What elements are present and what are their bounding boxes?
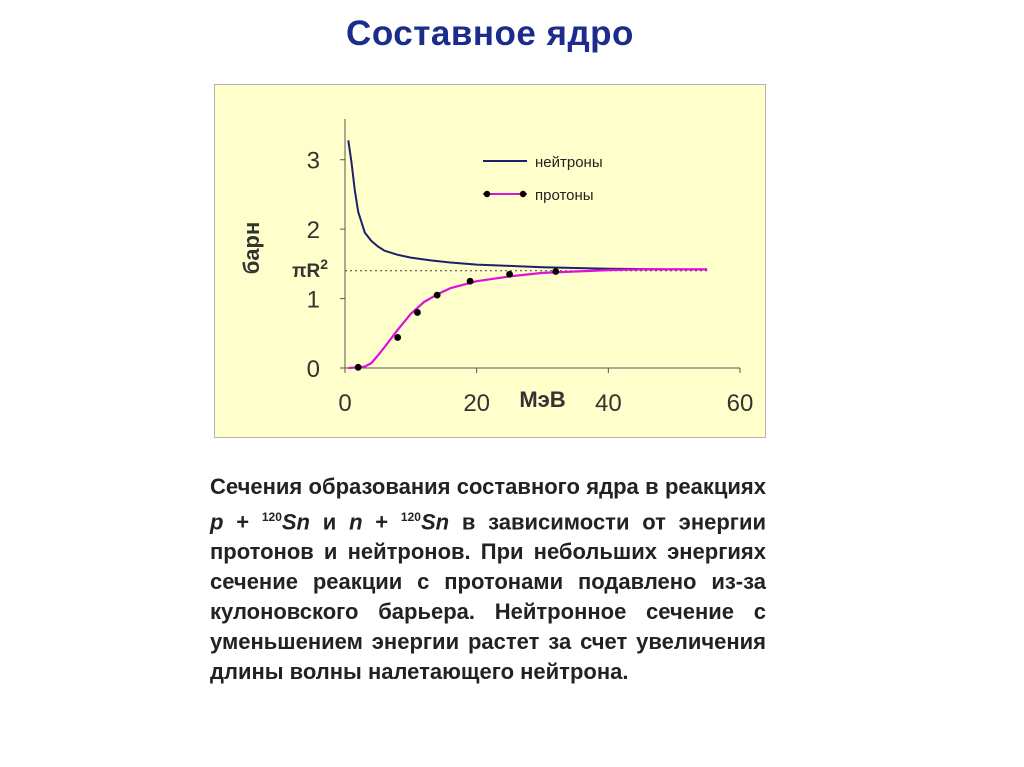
caption-plus: + bbox=[362, 509, 401, 535]
chart bbox=[215, 85, 765, 437]
legend-marker bbox=[484, 191, 490, 197]
legend-label: протоны bbox=[535, 187, 594, 204]
x-tick-label: 0 bbox=[338, 390, 352, 417]
y-tick-label: 2 bbox=[306, 217, 320, 245]
y-tick-label: 3 bbox=[306, 147, 320, 175]
series-line-protons bbox=[348, 269, 707, 368]
x-tick-label: 40 bbox=[594, 390, 622, 417]
legend-marker bbox=[520, 191, 526, 197]
reference-line-label-main: πR bbox=[292, 260, 321, 282]
x-tick-label: 20 bbox=[463, 390, 491, 417]
x-axis-label: МэВ bbox=[519, 387, 566, 412]
proton-data-point bbox=[414, 309, 421, 316]
caption-mass-number: 120 bbox=[261, 510, 282, 524]
y-axis-label: барн bbox=[239, 221, 264, 275]
y-tick-label: 0 bbox=[306, 356, 320, 383]
chart-panel bbox=[214, 84, 766, 438]
legend-label: нейтроны bbox=[535, 154, 603, 171]
caption-text-part1: Сечения образования составного ядра в реакциях bbox=[210, 474, 766, 499]
caption-conjunction: и bbox=[310, 509, 350, 535]
caption-text-part2: в зависимости от энергии протонов и нейтронов. При небольших энергиях сечение реакции с протонами подавлено из-за кулоновского барьера. Нейтронное сечение с уменьшением энергии растет за счет увеличения длины волны налетающего нейтрона. bbox=[210, 509, 766, 685]
proton-data-point bbox=[506, 271, 513, 278]
proton-data-point bbox=[434, 292, 441, 299]
proton-data-point bbox=[467, 278, 474, 285]
x-tick-label: 60 bbox=[726, 390, 754, 417]
caption-mass-number: 120 bbox=[400, 510, 421, 524]
caption bbox=[210, 472, 766, 687]
proton-data-point bbox=[355, 364, 362, 371]
reference-line-label-sup: 2 bbox=[320, 255, 329, 272]
y-tick-label: 1 bbox=[306, 286, 320, 314]
reference-line-label bbox=[292, 256, 328, 282]
caption-neutron-symbol: n bbox=[349, 509, 363, 535]
caption-element-symbol: Sn bbox=[281, 509, 310, 535]
caption-element-symbol: Sn bbox=[420, 509, 450, 535]
caption-plus: + bbox=[223, 509, 262, 535]
proton-data-point bbox=[552, 268, 559, 275]
proton-data-point bbox=[394, 334, 401, 341]
series-line-neutrons bbox=[348, 140, 707, 269]
slide-title: Составное ядро bbox=[346, 14, 634, 53]
caption-proton-symbol: p bbox=[210, 509, 224, 535]
